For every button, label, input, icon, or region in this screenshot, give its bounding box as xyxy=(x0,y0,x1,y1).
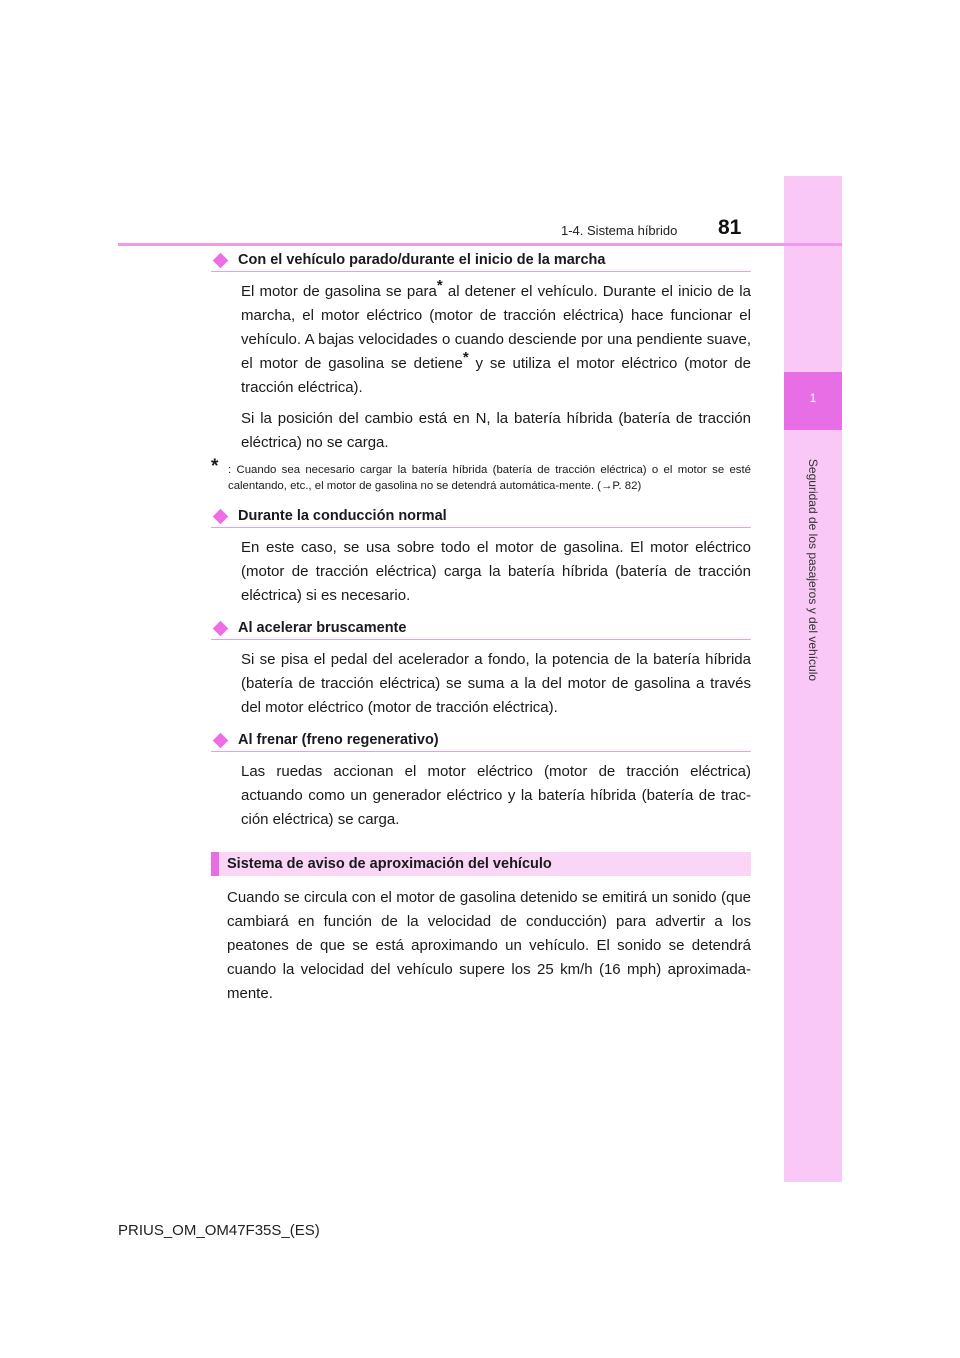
header-divider xyxy=(118,243,842,246)
footnote: * : Cuando sea necesario cargar la batería híbrida (batería de tracción eléctrica) o el motor se esté calentando, etc., el motor de gasolina no se detendrá automática-mente. (→P. 82) xyxy=(211,456,751,492)
paragraph: En este caso, se usa sobre todo el motor de gasolina. El motor eléctrico (motor de tracción eléctrica) carga la batería híbrida (batería de tracción eléctrica) si es necesario. xyxy=(241,539,751,604)
subsection-heading xyxy=(211,508,751,528)
subsection-heading xyxy=(211,620,751,640)
asterisk-marker: * xyxy=(436,277,443,294)
subsection-title: Con el vehículo parado/durante el inicio de la marcha xyxy=(238,252,606,268)
diamond-bullet-icon xyxy=(213,252,229,268)
paragraph: Si la posición del cambio está en N, la batería híbrida (batería de tracción eléctrica) no se carga. xyxy=(241,410,751,451)
diamond-bullet-icon xyxy=(213,620,229,636)
diamond-bullet-icon xyxy=(213,508,229,524)
document-footer: PRIUS_OM_OM47F35S_(ES) xyxy=(118,1222,320,1239)
chapter-number: 1 xyxy=(809,391,817,405)
asterisk-marker: * xyxy=(462,349,469,366)
section-heading: Sistema de aviso de aproximación del vehículo xyxy=(211,852,751,876)
subsection-title: Al acelerar bruscamente xyxy=(238,620,407,636)
footnote-asterisk: * xyxy=(211,456,219,477)
subsection-title: Durante la conducción normal xyxy=(238,508,447,524)
chapter-title: Seguridad de los pasajeros y del vehículo xyxy=(806,458,820,682)
paragraph: Las ruedas accionan el motor eléctrico (motor de tracción eléctrica) actuando como un generador eléctrico y la batería híbrida (batería de trac-ción eléctrica) se carga. xyxy=(241,763,751,828)
subsection-title: Al frenar (freno regenerativo) xyxy=(238,732,439,748)
section-label: 1-4. Sistema híbrido xyxy=(561,223,678,238)
paragraph: El motor de gasolina se para* al detener el vehículo. Durante el inicio de la marcha, el motor eléctrico (motor de tracción eléctrica) hace funcionar el vehículo. A bajas velocidades o cuando desciende por una pendiente suave, el motor de gasolina se detiene* y se utiliza el motor eléctrico (motor de tracción eléctrica). xyxy=(241,277,751,396)
diamond-bullet-icon xyxy=(213,732,229,748)
page-content xyxy=(211,252,751,1006)
paragraph: Si se pisa el pedal del acelerador a fondo, la potencia de la batería híbrida (batería de tracción eléctrica) se suma a la del motor de gasolina a través del motor eléctrico (motor de tracción eléctrica). xyxy=(241,651,751,716)
subsection-heading xyxy=(211,732,751,752)
subsection-heading xyxy=(211,252,751,272)
page-number: 81 xyxy=(718,216,742,239)
paragraph: Cuando se circula con el motor de gasolina detenido se emitirá un sonido (que cambiará en función de la velocidad de conducción) para advertir a los peatones de que se está aproximando un vehículo. El sonido se detendrá cuando la velocidad del vehículo supere los 25 km/h (16 mph) aproximada-mente. xyxy=(227,889,751,1002)
